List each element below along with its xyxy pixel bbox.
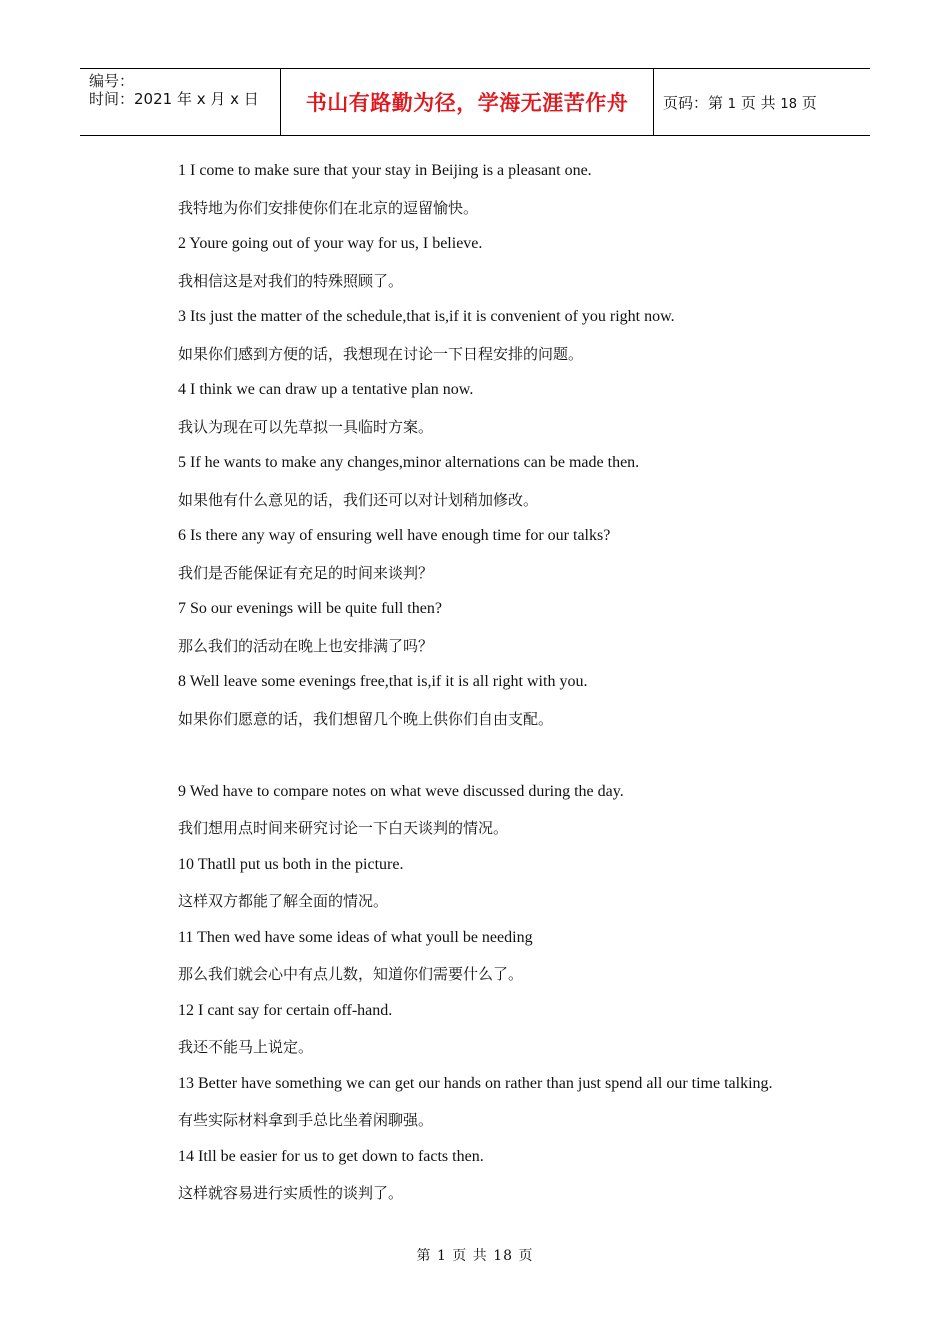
english-sentence: 4 I think we can draw up a tentative plan now. (178, 381, 474, 398)
chinese-translation: 我们是否能保证有充足的时间来谈判？ (178, 563, 434, 582)
document-number-label: 编号： (89, 72, 135, 90)
chinese-translation: 如果他有什么意见的话，我们还可以对计划稍加修改。 (178, 490, 539, 509)
english-sentence: 9 Wed have to compare notes on what weve discussed during the day. (178, 782, 624, 800)
chinese-translation: 如果你们感到方便的话，我想现在讨论一下日程安排的问题。 (178, 344, 584, 363)
english-sentence: 8 Well leave some evenings free,that is,if it is all right with you. (178, 673, 588, 690)
page-prefix: 页码：第 (663, 94, 724, 112)
chinese-translation: 我认为现在可以先草拟一具临时方案。 (178, 417, 434, 436)
chinese-translation: 那么我们就会心中有点儿数，知道你们需要什么了。 (178, 965, 524, 983)
english-sentence: 13 Better have something we can get our hands on rather than just spend all our time talking. (178, 1074, 773, 1092)
header-motto: 书山有路勤为径，学海无涯苦作舟 (281, 69, 654, 135)
document-body (178, 157, 838, 1216)
chinese-translation: 这样双方都能了解全面的情况。 (178, 892, 389, 910)
english-sentence: 3 Its just the matter of the schedule,that is,if it is convenient of you right now. (178, 308, 675, 325)
english-sentence: 7 So our evenings will be quite full then? (178, 600, 442, 617)
chinese-translation: 如果你们愿意的话，我们想留几个晚上供你们自由支配。 (178, 709, 554, 728)
english-sentence: 11 Then wed have some ideas of what youll be needing (178, 928, 533, 946)
english-sentence: 1 I come to make sure that your stay in Beijing is a pleasant one. (178, 162, 592, 179)
chinese-translation: 那么我们的活动在晚上也安排满了吗？ (178, 636, 434, 655)
page-mid: 页 共 (740, 94, 776, 112)
header-page-info (663, 69, 817, 135)
chinese-translation: 我还不能马上说定。 (178, 1038, 314, 1056)
page-footer: 第 1 页 共 18 页 (416, 1248, 534, 1264)
english-sentence: 2 Youre going out of your way for us, I believe. (178, 235, 483, 252)
english-sentence: 12 I cant say for certain off-hand. (178, 1001, 393, 1019)
english-sentence: 5 If he wants to make any changes,minor alternations can be made then. (178, 454, 640, 471)
english-sentence: 10 Thatll put us both in the picture. (178, 855, 404, 873)
chinese-translation: 我相信这是对我们的特殊照顾了。 (178, 271, 404, 290)
chinese-translation: 我特地为你们安排使你们在北京的逗留愉快。 (178, 198, 479, 217)
blank-line (178, 741, 838, 778)
english-sentence: 14 Itll be easier for us to get down to facts then. (178, 1147, 484, 1165)
page-total: 18 (780, 97, 797, 112)
page-header (80, 68, 870, 136)
chinese-translation: 我们想用点时间来研究讨论一下白天谈判的情况。 (178, 819, 509, 837)
chinese-translation: 这样就容易进行实质性的谈判了。 (178, 1184, 404, 1202)
chinese-translation: 有些实际材料拿到手总比坐着闲聊强。 (178, 1111, 434, 1129)
english-sentence: 6 Is there any way of ensuring well have enough time for our talks? (178, 527, 611, 544)
document-date: 时间：2021 年 x 月 x 日 (89, 90, 259, 108)
page-number: 1 (727, 97, 737, 112)
header-meta (80, 69, 281, 135)
page-suffix: 页 (801, 94, 817, 112)
